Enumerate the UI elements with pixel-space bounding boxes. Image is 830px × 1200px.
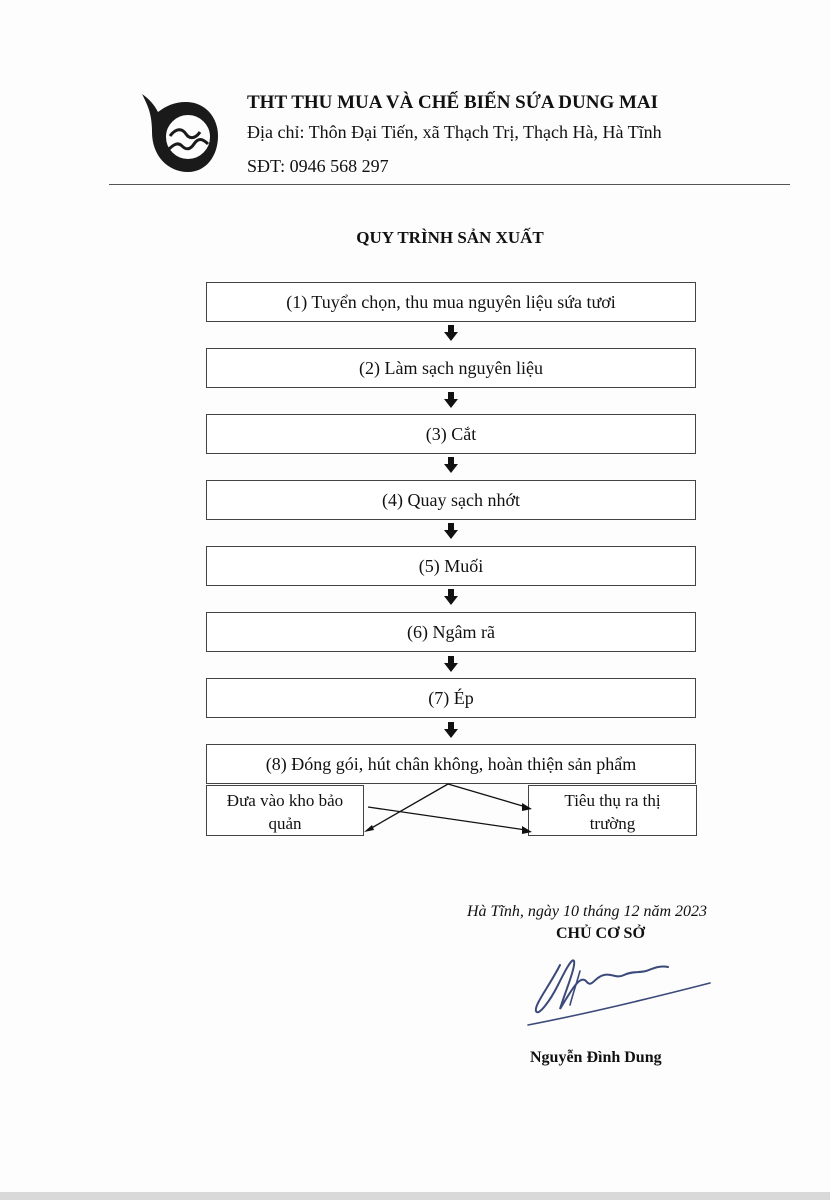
handwritten-signature [520,945,740,1035]
process-step-4: (4) Quay sạch nhớt [206,480,696,520]
down-arrow-icon [444,589,458,605]
organization-address: Địa chỉ: Thôn Đại Tiến, xã Thạch Trị, Thạch Hà, Hà Tĩnh [247,122,662,142]
down-arrow-icon [444,656,458,672]
organization-name: THT THU MUA VÀ CHẾ BIẾN SỨA DUNG MAI [247,92,659,113]
signature-date: Hà Tĩnh, ngày 10 tháng 12 năm 2023 [467,903,707,920]
process-step-2: (2) Làm sạch nguyên liệu [206,348,696,388]
process-step-6: (6) Ngâm rã [206,612,696,652]
down-arrow-icon [444,325,458,341]
branch-market-line-1: Tiêu thụ ra thị [564,791,661,810]
branch-connector-lines [360,782,535,834]
branch-market-line-2: trường [589,814,636,833]
process-step-1: (1) Tuyển chọn, thu mua nguyên liệu sứa tươi [206,282,696,322]
down-arrow-icon [444,722,458,738]
signer-role: CHỦ CƠ SỞ [556,925,645,942]
process-step-3: (3) Cắt [206,414,696,454]
branch-storage-line-2: quản [268,814,302,833]
down-arrow-icon [444,392,458,408]
branch-storage-line-1: Đưa vào kho bảo [226,791,344,810]
down-arrow-icon [444,457,458,473]
branch-storage [206,785,364,836]
branch-market [528,785,697,836]
header-divider [109,184,790,185]
signer-name: Nguyễn Đình Dung [530,1049,662,1066]
process-step-5: (5) Muối [206,546,696,586]
page-bottom-edge [0,1192,830,1200]
document-title: QUY TRÌNH SẢN XUẤT [356,228,544,247]
process-step-7: (7) Ép [206,678,696,718]
company-logo [138,92,220,174]
organization-phone: SĐT: 0946 568 297 [247,156,389,176]
process-step-8: (8) Đóng gói, hút chân không, hoàn thiện sản phẩm [206,744,696,784]
down-arrow-icon [444,523,458,539]
